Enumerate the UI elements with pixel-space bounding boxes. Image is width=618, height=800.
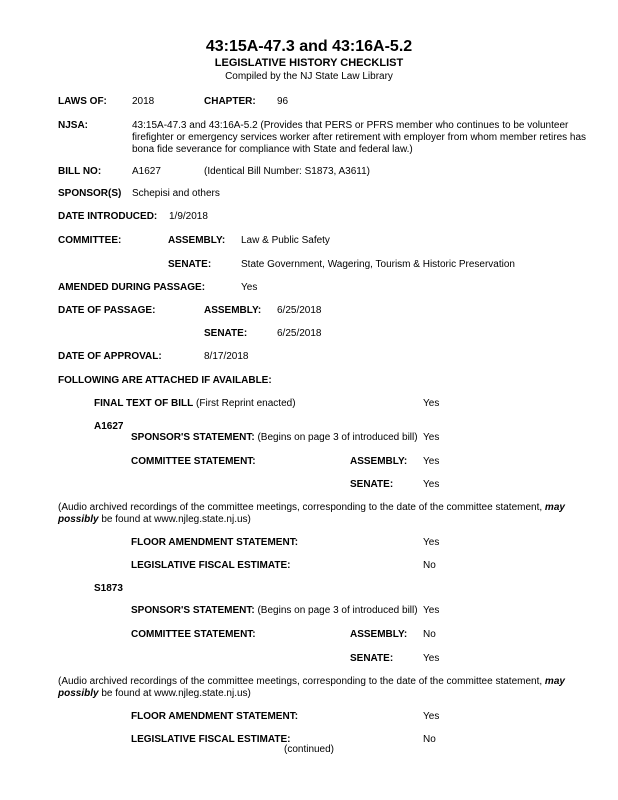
njsa-label: NJSA: [58, 120, 89, 131]
identical-bill-numbers: (Identical Bill Number: S1873, A3611) [204, 166, 371, 177]
date-introduced-value: 1/9/2018 [169, 211, 208, 222]
page-title: 43:15A-47.3 and 43:16A-5.2 [205, 38, 413, 55]
passage-senate-value: 6/25/2018 [277, 328, 322, 339]
committee-assembly-label: ASSEMBLY: [168, 235, 226, 246]
sponsor-statement-row [131, 432, 418, 444]
chapter-value: 96 [277, 96, 289, 107]
committee-statement-assembly-value: No [423, 629, 436, 640]
bill-no-label: BILL NO: [58, 166, 102, 177]
date-introduced-label: DATE INTRODUCED: [58, 211, 158, 222]
committee-statement-senate-label: SENATE: [350, 653, 394, 664]
sponsors-value: Schepisi and others [132, 188, 220, 199]
audio-note-text-end: be found at www.njleg.state.nj.us) [98, 688, 251, 699]
floor-amendment-label: FLOOR AMENDMENT STATEMENT: [131, 711, 299, 722]
compiled-by: Compiled by the NJ State Law Library [225, 71, 393, 82]
committee-label: COMMITTEE: [58, 235, 122, 246]
fiscal-estimate-label: LEGISLATIVE FISCAL ESTIMATE: [131, 560, 291, 571]
fiscal-estimate-value: No [423, 734, 436, 745]
attached-heading: FOLLOWING ARE ATTACHED IF AVAILABLE: [58, 375, 272, 386]
committee-senate-value: State Government, Wagering, Tourism & Historic Preservation [241, 259, 515, 270]
audio-note-text-end: be found at www.njleg.state.nj.us) [98, 514, 251, 525]
floor-amendment-label: FLOOR AMENDMENT STATEMENT: [131, 537, 299, 548]
chapter-label: CHAPTER: [204, 96, 256, 107]
passage-senate-label: SENATE: [204, 328, 248, 339]
passage-assembly-value: 6/25/2018 [277, 305, 322, 316]
audio-note-text: (Audio archived recordings of the committee meetings, corresponding to the date of the committee statement, [58, 502, 545, 513]
committee-statement-assembly-value: Yes [423, 456, 440, 467]
njsa-value: 43:15A-47.3 and 43:16A-5.2 (Provides that PERS or PFRS member who continues to be volunteer firefighter or emergency services worker after retirement with employer from whom member retires has bona fide severance for compliance with State and federal law.) [132, 120, 587, 155]
sponsors-label: SPONSOR(S) [58, 188, 122, 199]
sponsor-statement-note: (Begins on page 3 of introduced bill) [257, 432, 418, 443]
audio-archive-note [58, 676, 603, 700]
approval-value: 8/17/2018 [204, 351, 249, 362]
final-text-note: (First Reprint enacted) [196, 398, 296, 409]
committee-statement-senate-value: Yes [423, 653, 440, 664]
committee-statement-assembly-label: ASSEMBLY: [350, 629, 408, 640]
final-text-row [94, 398, 296, 410]
amended-label: AMENDED DURING PASSAGE: [58, 282, 206, 293]
bill-no-value: A1627 [132, 166, 161, 177]
page-subtitle: LEGISLATIVE HISTORY CHECKLIST [214, 57, 404, 69]
sponsor-statement-label: SPONSOR'S STATEMENT: [131, 605, 255, 616]
sponsor-statement-note: (Begins on page 3 of introduced bill) [257, 605, 418, 616]
final-text-label: FINAL TEXT OF BILL [94, 398, 194, 409]
amended-value: Yes [241, 282, 258, 293]
bill-id: S1873 [94, 583, 123, 594]
passage-label: DATE OF PASSAGE: [58, 305, 156, 316]
committee-statement-assembly-label: ASSEMBLY: [350, 456, 408, 467]
laws-of-value: 2018 [132, 96, 155, 107]
sponsor-statement-row [131, 605, 418, 617]
floor-amendment-value: Yes [423, 711, 440, 722]
sponsor-statement-label: SPONSOR'S STATEMENT: [131, 432, 255, 443]
committee-senate-label: SENATE: [168, 259, 212, 270]
audio-note-emphasis: may possibly [58, 676, 565, 699]
committee-statement-label: COMMITTEE STATEMENT: [131, 456, 256, 467]
audio-note-text: (Audio archived recordings of the committee meetings, corresponding to the date of the committee statement, [58, 676, 545, 687]
passage-assembly-label: ASSEMBLY: [204, 305, 262, 316]
floor-amendment-value: Yes [423, 537, 440, 548]
audio-note-emphasis: may possibly [58, 502, 565, 525]
fiscal-estimate-value: No [423, 560, 436, 571]
committee-assembly-value: Law & Public Safety [241, 235, 330, 246]
committee-statement-senate-value: Yes [423, 479, 440, 490]
approval-label: DATE OF APPROVAL: [58, 351, 162, 362]
bill-id: A1627 [94, 421, 124, 432]
laws-of-label: LAWS OF: [58, 96, 107, 107]
continued-footer: (continued) [283, 744, 335, 755]
audio-archive-note [58, 502, 603, 526]
fiscal-estimate-label: LEGISLATIVE FISCAL ESTIMATE: [131, 734, 291, 745]
sponsor-statement-value: Yes [423, 605, 440, 616]
committee-statement-senate-label: SENATE: [350, 479, 394, 490]
committee-statement-label: COMMITTEE STATEMENT: [131, 629, 256, 640]
final-text-value: Yes [423, 398, 440, 409]
sponsor-statement-value: Yes [423, 432, 440, 443]
